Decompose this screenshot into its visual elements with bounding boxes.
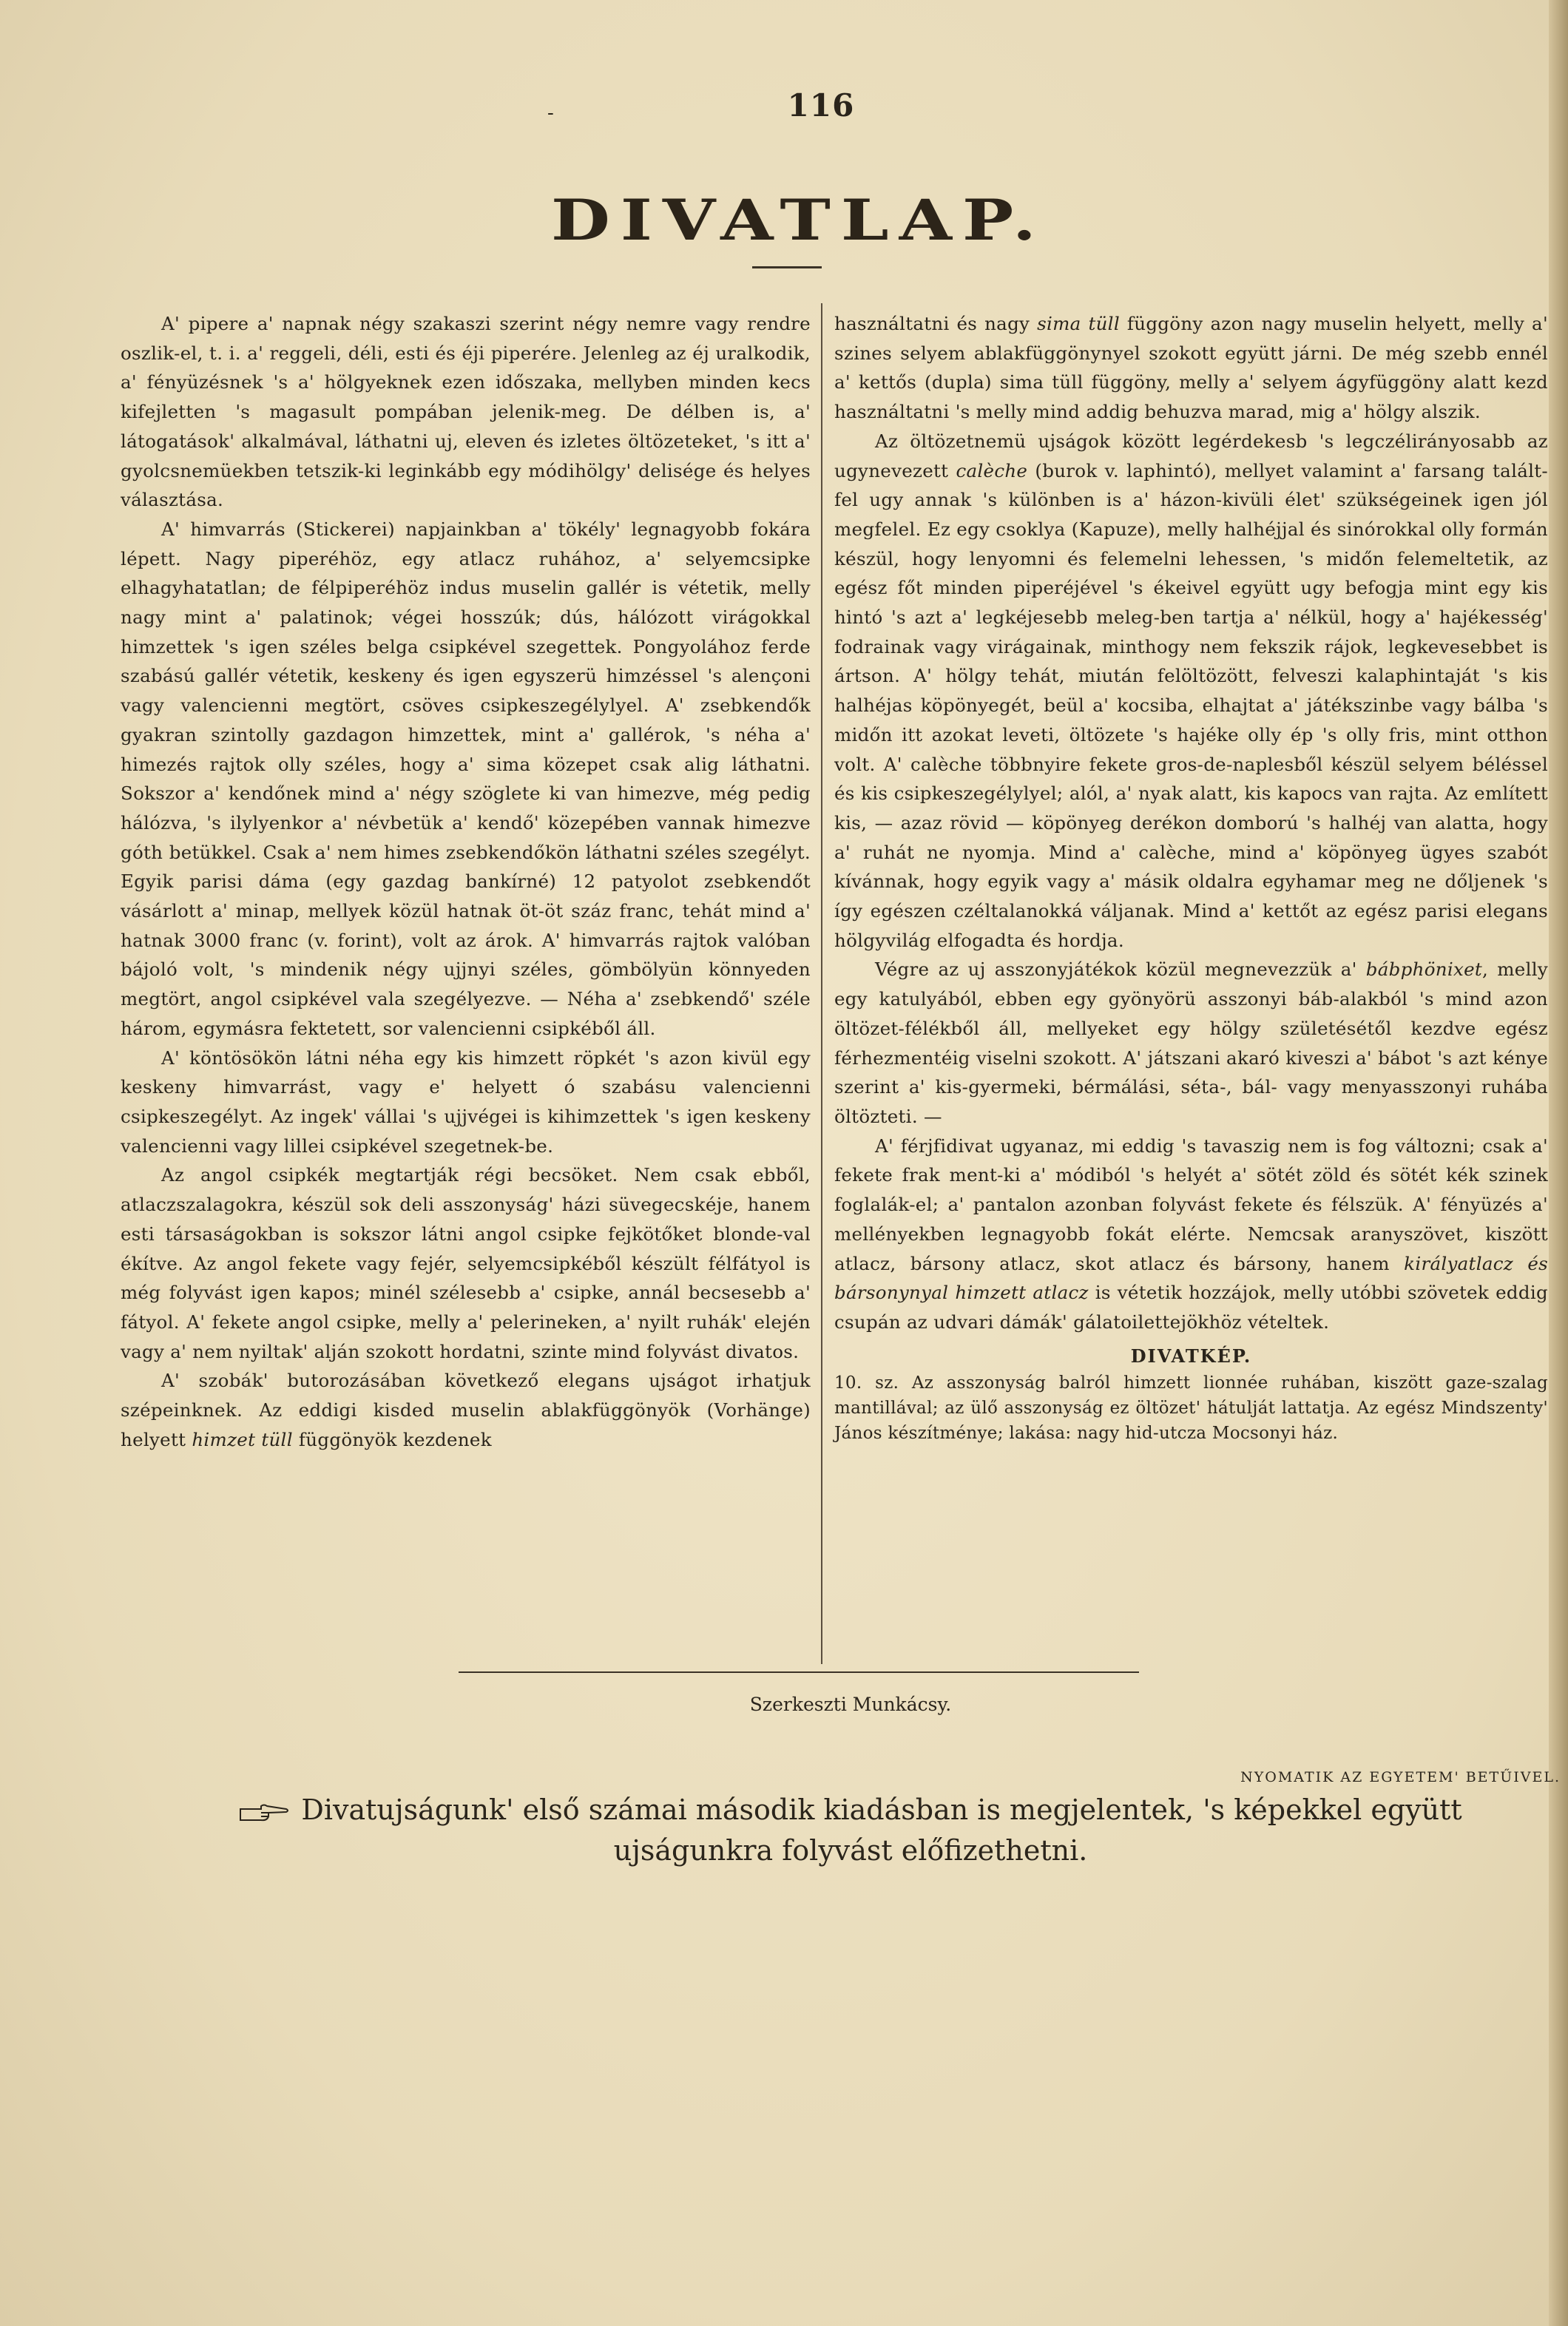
left-column bbox=[121, 309, 811, 1454]
right-p1-text-b: függöny azon nagy muselin helyett, melly a' szines selyem ablakfüggönynyel szokott együtt járni. De még szebb ennél a' kettős (dupla) sima tüll függöny, melly a' selyem ágyfüggöny alatt kezd használtatni 's melly mind addig behuzva marad, mig a' hölgy alszik. bbox=[834, 313, 1548, 423]
dash-mark: - bbox=[547, 102, 554, 124]
right-paragraph-2 bbox=[834, 427, 1548, 956]
left-p5-text-b: függönyök kezdenek bbox=[292, 1428, 492, 1450]
right-p4-italic: királyatlacz és bársonynyal himzett atlacz bbox=[834, 1252, 1548, 1304]
left-paragraph-1: A' pipere a' napnak négy szakaszi szerint négy nemre vagy rendre oszlik-el, t. i. a' reggeli, déli, esti és éji piperére. Jelenleg az éj uralkodik, a' fényüzésnek 's a' hölgyeknek ezen időszaka, mellyben minden kecs kifejletten 's magasult pompában jelenik-meg. De délben is, a' látogatások' alkalmával, láthatni uj, eleven és izletes öltözeteket, 's itt a' gyolcsnemüekben tetszik-ki leginkább egy módihölgy' delisége és helyes választása. bbox=[121, 313, 811, 511]
masthead-title: DIVATLAP. bbox=[551, 187, 1047, 254]
fashion-plate-heading: DIVATKÉP. bbox=[1130, 1345, 1252, 1367]
notice-line-2: ujságunkra folyvást előfizethetni. bbox=[613, 1834, 1088, 1867]
right-paragraph-4 bbox=[834, 1132, 1548, 1337]
pointing-hand-icon bbox=[239, 1802, 291, 1824]
right-p3-italic: bábphönixet bbox=[1365, 959, 1483, 981]
right-p2-text-b: (burok v. laphintó), mellyet valamint a' farsang talált-fel ugy annak 's különben is a' házon-kivüli élet' szükségeinek igen jól megfelel. Ez egy csoklya (Kapuze), melly halhéjjal és sinórokkal olly formán készül, hogy lenyomni és felemelni lehessen, 's midőn felemeltetik, az egész főt minden piperéjével 's ékeivel együtt ugy befogja mint egy kis hintó 's azt a' legkéjesebb meleg-ben tartja a' nélkül, hogy a' hajékesség' fodrainak vagy virágainak, minthogy nem fekszik rájok, legkevesebbet is ártson. A' hölgy tehát, miután felöltözött, felveszi kalaphintaját 's kis halhéjas köpönyegét, beül a' kocsiba, elhajtat a' játékszinbe vagy bálba 's midőn itt azokat leveti, öltözete 's hajéke olly ép 's olly fris, mint otthon volt. A' calèche többnyire fekete gros-de-naplesből készül selyem béléssel és kis csipkeszegélylyel; alól, a' nyak alatt, kis kapocs van rajta. Az említett kis, — azaz rövid — köpönyeg derékon domború 's halhéj van alatta, hogy a' ruhát ne nyomja. Mind a' calèche, mind a' köpönyeg ügyes szabót kívánnak, hogy egyik vagy a' másik oldalra egyhamar meg ne dőljenek 's így egészen czéltalanokká váljanak. Mind a' kettőt az egész parisi elegans hölgyvilág elfogadta és hordja. bbox=[834, 459, 1548, 951]
right-column bbox=[834, 309, 1548, 1446]
masthead-rule bbox=[752, 266, 822, 268]
left-p5-text-a: A' szobák' butorozásában következő elegans ujságot irhatjuk szépeinknek. Az eddigi kisded muselin ablakfüggönyök (Vorhänge) helyett bbox=[121, 1370, 811, 1450]
right-p4-text-b: is vétetik hozzájok, melly utóbbi szövetek eddig csupán az udvari dámák' gálatoilettejökhöz vételtek. bbox=[834, 1282, 1549, 1333]
right-p4-text-a: A' férjfidivat ugyanaz, mi eddig 's tavaszig nem is fog változni; csak a' fekete frak ment-ki a' módiból 's helyét a' sötét zöld és sötét kék szinek foglalák-el; a' pantalon azonban folyvást fekete és félszük. A' fényüzés a' mellényekben legnagyobb fokát elérte. Nemcsak aranyszövet, kiszött atlacz, bársony atlacz, skot atlacz és bársony, hanem bbox=[834, 1135, 1548, 1274]
left-paragraph-5 bbox=[121, 1366, 811, 1454]
editor-credit: Szerkeszti Munkácsy. bbox=[749, 1694, 952, 1715]
right-p3-text-b: , melly egy katulyából, ebben egy gyönyörü asszonyi báb-alakból 's mind azon öltözet-félékből áll, mellyeket egy hölgy születésétől kezdve egész férhezmentéig viselni szokott. A' játszani akaró kiveszi a' bábot 's azt kénye szerint a' kis-gyermeki, bérmálási, séta-, bál- vagy menyasszonyi ruhába öltözteti. — bbox=[834, 959, 1548, 1127]
left-paragraph-2: A' himvarrás (Stickerei) napjainkban a' tökély' legnagyobb fokára lépett. Nagy piperéhöz, egy atlacz ruhához, a' selyemcsipke elhagyhatatlan; de félpiperéhöz indus muselin gallér is vétetik, melly nagy mint a' palatinok; végei hosszúk; dús, hálózott virágokkal himzettek 's igen széles belga csipkével szegettek. Pongyolához ferde szabású gallér vétetik, keskeny és igen egyszerü himzéssel 's alençoni vagy valencienni megtört, csöves csipkeszegélylyel. A' zsebkendők gyakran szintolly gazdagon himzettek, mint a' gallérok, 's néha a' himezés rajtok olly széles, hogy a' sima közepet csak alig láthatni. Sokszor a' kendőnek mind a' négy szöglete ki van himezve, még pedig hálózva, 's ilylyenkor a' névbetük a' kendő' közepében vannak himezve góth betükkel. Csak a' nem himes zsebkendőkön láthatni széles szegélyt. Egyik parisi dáma (egy gazdag bankírné) 12 patyolot zsebkendőt vásárlott a' minap, mellyek közül hatnak öt-öt száz franc, tehát mind a' hatnak 3000 franc (v. forint), volt az árok. A' himvarrás rajtok valóban bájoló volt, 's mindenik négy ujjnyi széles, gömbölyün könnyeden megtört, angol csipkével vala szegélyezve. — Néha a' zsebkendő' széle három, egymásra fektetett, sor valencienni csipkéből áll. bbox=[121, 518, 811, 1039]
right-p1-text-a: használtatni és nagy bbox=[834, 313, 1038, 334]
right-p2-italic: calèche bbox=[956, 459, 1028, 481]
left-paragraph-3: A' köntösökön látni néha egy kis himzett röpkét 's azon kivül egy keskeny himvarrást, vagy e' helyett ó szabásu valencienni csipkeszegélyt. Az ingek' vállai 's ujjvégei is kihimzettek 's igen keskeny valencienni vagy lillei csipkével szegetnek-be. bbox=[121, 1047, 811, 1157]
footer-rule bbox=[459, 1671, 1139, 1673]
right-p1-italic: sima tüll bbox=[1037, 313, 1120, 334]
page-binding bbox=[1549, 0, 1568, 2326]
notice-line-1: Divatujságunk' első számai második kiadásban is megjelentek, 's képekkel együtt bbox=[301, 1793, 1462, 1826]
right-p2-text-a: Az öltözetnemü ujságok között legérdekesb 's legczélirányosabb az ugynevezett bbox=[834, 430, 1548, 481]
right-paragraph-1 bbox=[834, 309, 1548, 427]
fashion-plate-description: 10. sz. Az asszonyság balról himzett lionnée ruhában, kiszött gaze-szalag mantillával; az ülő asszonyság ez öltözet' hátulját lattatja. Az egész Mindszenty' János készítménye; lakása: nagy hid-utcza Mocsonyi ház. bbox=[834, 1373, 1548, 1444]
subscription-notice bbox=[155, 1790, 1546, 1871]
left-paragraph-4: Az angol csipkék megtartják régi becsöket. Nem csak ebből, atlaczszalagokra, készül sok deli asszonyság' házi süvegecskéje, hanem esti társaságokban is sokszor látni angol csipke fejkötőket blonde-val ékítve. Az angol fekete vagy fejér, selyemcsipkéből készült félfátyol is még folyvást igen kapos; minél szélesebb a' csipke, annál becsesebb a' fátyol. A' fekete angol csipke, melly a' pelerineken, a' nyilt ruhák' elején vagy a' nem nyiltak' alján szokott hordatni, szinte mind folyvást divatos. bbox=[121, 1164, 811, 1362]
page-number: 116 bbox=[787, 87, 855, 124]
left-p5-italic: himzet tüll bbox=[192, 1428, 293, 1450]
column-divider bbox=[821, 303, 822, 1664]
right-p3-text-a: Végre az uj asszonyjátékok közül megnevezzük a' bbox=[875, 959, 1366, 981]
printer-credit: NYOMATIK AZ EGYETEM' BETŰIVEL. bbox=[1240, 1769, 1561, 1785]
right-paragraph-3 bbox=[834, 955, 1548, 1131]
